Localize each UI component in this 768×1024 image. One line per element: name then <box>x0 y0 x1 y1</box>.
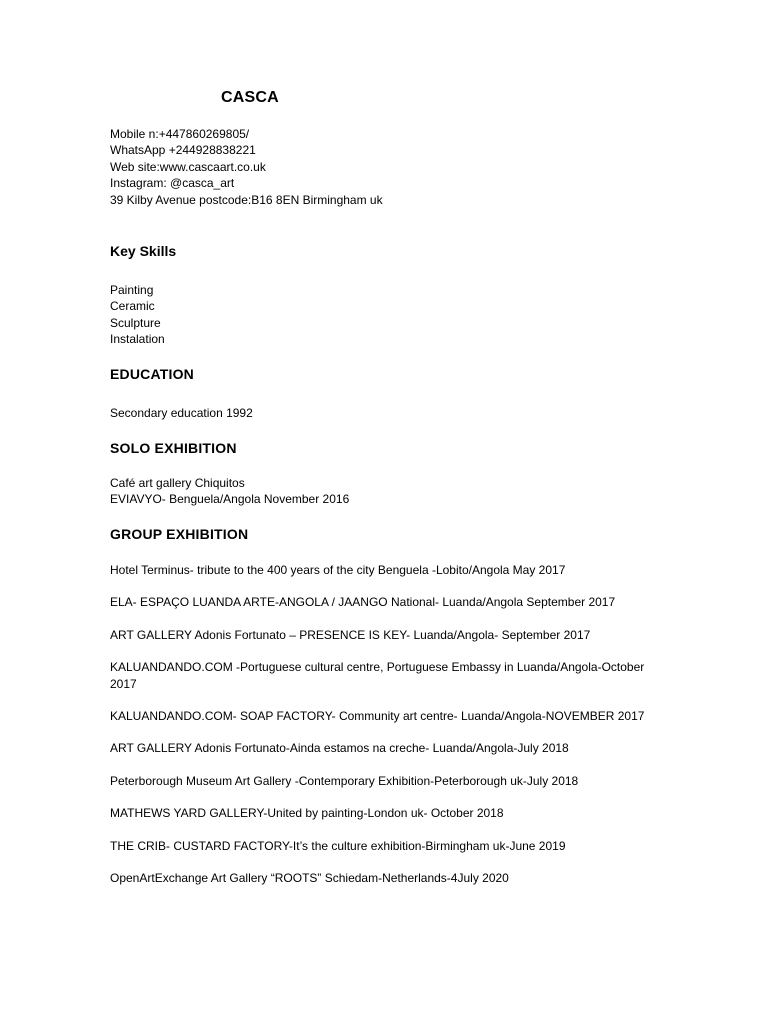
skill-item: Ceramic <box>110 299 155 314</box>
group-exhibition-item: ART GALLERY Adonis Fortunato – PRESENCE IS KEY- Luanda/Angola- September 2017 <box>110 627 591 642</box>
group-exhibition-item: MATHEWS YARD GALLERY-United by painting-London uk- October 2018 <box>110 806 504 821</box>
group-exhibition-item: KALUANDANDO.COM -Portuguese cultural centre, Portuguese Embassy in Luanda/Angola-October 2017 <box>110 660 645 691</box>
solo-exhibition-heading: SOLO EXHIBITION <box>110 440 237 456</box>
contact-whatsapp: WhatsApp +244928838221 <box>110 143 256 158</box>
skill-item: Instalation <box>110 332 165 347</box>
solo-exhibition-item: EVIAVYO- Benguela/Angola November 2016 <box>110 492 350 507</box>
key-skills-list <box>110 282 165 348</box>
contact-details <box>110 126 383 208</box>
education-list <box>110 405 253 421</box>
group-exhibition-item: Hotel Terminus- tribute to the 400 years of the city Benguela -Lobito/Angola May 2017 <box>110 563 566 577</box>
group-exhibition-item: KALUANDANDO.COM- SOAP FACTORY- Community art centre- Luanda/Angola-NOVEMBER 2017 <box>110 709 645 724</box>
contact-instagram: Instagram: @casca_art <box>110 176 235 191</box>
contact-website: Web site:www.cascaart.co.uk <box>110 159 266 174</box>
contact-address: 39 Kilby Avenue postcode:B16 8EN Birmingham uk <box>110 192 383 207</box>
group-exhibition-item: Peterborough Museum Art Gallery -Contemporary Exhibition-Peterborough uk-July 2018 <box>110 773 579 788</box>
group-exhibition-heading: GROUP EXHIBITION <box>110 526 249 542</box>
skill-item: Painting <box>110 283 154 297</box>
solo-exhibition-item: Café art gallery Chiquitos <box>110 476 245 490</box>
group-exhibition-item: OpenArtExchange Art Gallery “ROOTS” Schiedam-Netherlands-4July 2020 <box>110 871 509 886</box>
group-exhibition-item: THE CRIB- CUSTARD FACTORY-It’s the culture exhibition-Birmingham uk-June 2019 <box>110 838 566 853</box>
education-item: Secondary education 1992 <box>110 406 253 420</box>
group-exhibition-list <box>110 562 650 902</box>
solo-exhibition-list <box>110 475 349 508</box>
contact-mobile: Mobile n:+447860269805/ <box>110 127 250 141</box>
artist-name: CASCA <box>221 89 279 106</box>
education-heading: EDUCATION <box>110 366 194 382</box>
group-exhibition-item: ELA- ESPAÇO LUANDA ARTE-ANGOLA / JAANGO National- Luanda/Angola September 2017 <box>110 595 616 610</box>
group-exhibition-item: ART GALLERY Adonis Fortunato-Ainda estamos na creche- Luanda/Angola-July 2018 <box>110 741 569 756</box>
skill-item: Sculpture <box>110 315 161 330</box>
key-skills-heading: Key Skills <box>110 243 177 259</box>
